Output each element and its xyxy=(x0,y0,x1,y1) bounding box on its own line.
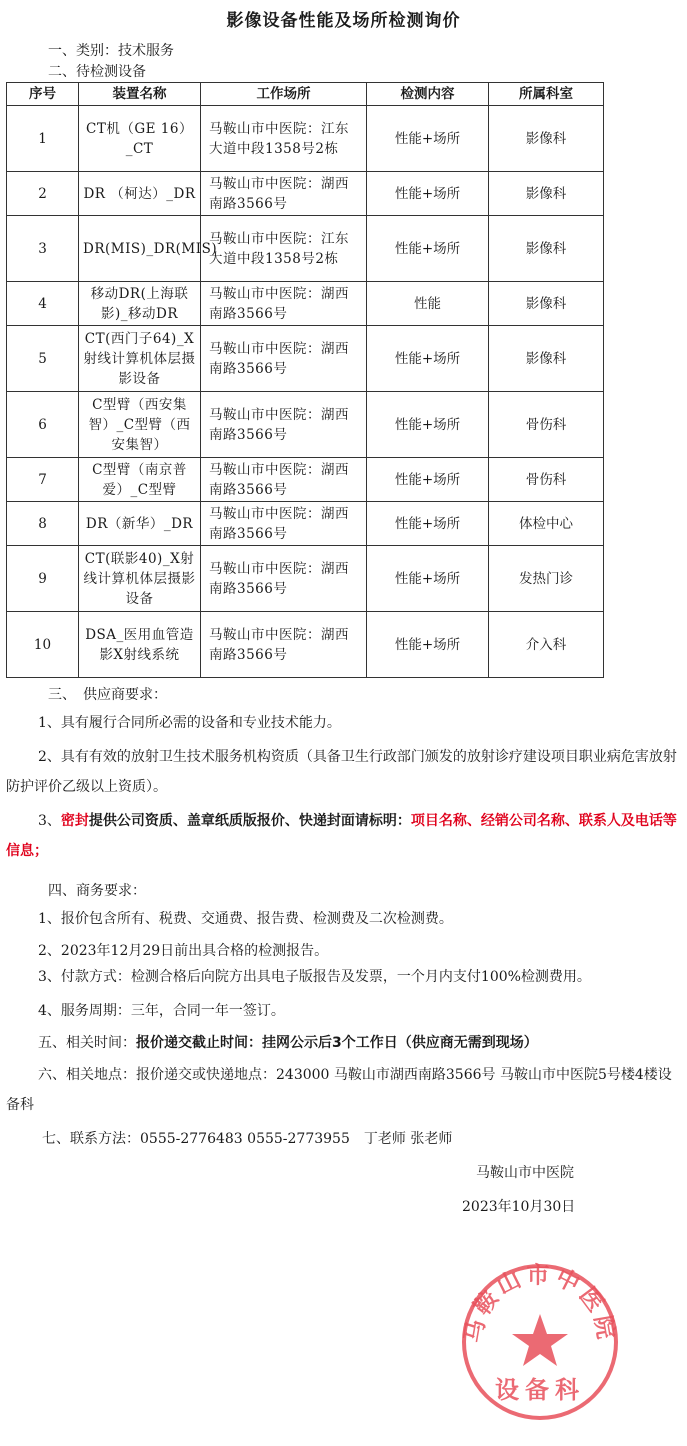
cell-content: 性能+场所 xyxy=(367,326,489,392)
cell-content: 性能+场所 xyxy=(367,392,489,458)
time-deadline: 报价递交截止时间：挂网公示后3个工作日（供应商无需到现场） xyxy=(136,1035,538,1051)
table-row xyxy=(7,326,604,392)
section-category: 一、类别：技术服务 xyxy=(48,43,174,59)
cell-location: 马鞍山市中医院：湖西南路3566号 xyxy=(201,546,367,612)
section-location: 六、相关地点：报价递交或快递地点：243000 马鞍山市湖西南路3566号 马鞍山市中医院5号楼4楼设备科 xyxy=(6,1067,672,1113)
cell-dept: 影像科 xyxy=(489,106,604,172)
cell-dept: 影像科 xyxy=(489,216,604,282)
seal-star xyxy=(512,1314,568,1366)
cell-location: 马鞍山市中医院：湖西南路3566号 xyxy=(201,612,367,678)
cell-name: DSA_医用血管造影X射线系统 xyxy=(79,612,201,678)
cell-name: CT(西门子64)_X射线计算机体层摄影设备 xyxy=(79,326,201,392)
cell-location: 马鞍山市中医院：湖西南路3566号 xyxy=(201,458,367,502)
cell-location: 马鞍山市中医院：江东大道中段1358号2栋 xyxy=(201,106,367,172)
cell-location: 马鞍山市中医院：湖西南路3566号 xyxy=(201,172,367,216)
cell-name: CT(联影40)_X射线计算机体层摄影设备 xyxy=(79,546,201,612)
req3-instructions: 提供公司资质、盖章纸质版报价、快递封面请标明： xyxy=(88,813,411,829)
cell-no: 9 xyxy=(7,546,79,612)
req3-label-info: 项目名称、经销公司名称、联系人及电话等信息； xyxy=(6,813,677,859)
cell-content: 性能+场所 xyxy=(367,216,489,282)
req3-sealed: 密封 xyxy=(60,813,89,829)
cell-no: 1 xyxy=(7,106,79,172)
cell-dept: 影像科 xyxy=(489,326,604,392)
signature-date: 2023年10月30日 xyxy=(462,1199,576,1215)
header-name: 装置名称 xyxy=(79,83,201,106)
supplier-req-2: 2、具有有效的放射卫生技术服务机构资质（具备卫生行政部门颁发的放射诊疗建设项目职业病危害放射防护评价乙级以上资质）。 xyxy=(6,749,677,795)
cell-location: 马鞍山市中医院：湖西南路3566号 xyxy=(201,392,367,458)
cell-content: 性能+场所 xyxy=(367,106,489,172)
cell-name: DR（新华）_DR xyxy=(79,502,201,546)
cell-content: 性能 xyxy=(367,282,489,326)
business-req-1: 1、报价包含所有、税费、交通费、报告费、检测费及二次检测费。 xyxy=(38,911,453,927)
cell-dept: 介入科 xyxy=(489,612,604,678)
business-req-3: 3、付款方式：检测合格后向院方出具电子版报告及发票，一个月内支付100%检测费用。 xyxy=(38,969,591,985)
official-seal xyxy=(460,1262,620,1422)
section-business-heading: 四、商务要求： xyxy=(48,883,146,899)
table-row xyxy=(7,546,604,612)
header-no: 序号 xyxy=(7,83,79,106)
cell-content: 性能+场所 xyxy=(367,502,489,546)
table-row xyxy=(7,172,604,216)
supplier-req-3 xyxy=(6,806,682,866)
business-req-2: 2、2023年12月29日前出具合格的检测报告。 xyxy=(38,943,329,959)
cell-location: 马鞍山市中医院：江东大道中段1358号2栋 xyxy=(201,216,367,282)
cell-no: 10 xyxy=(7,612,79,678)
header-dept: 所属科室 xyxy=(489,83,604,106)
header-location: 工作场所 xyxy=(201,83,367,106)
table-row xyxy=(7,392,604,458)
equipment-table xyxy=(6,82,604,678)
table-row xyxy=(7,282,604,326)
supplier-req-1: 1、具有履行合同所必需的设备和专业技术能力。 xyxy=(38,715,341,731)
cell-dept: 体检中心 xyxy=(489,502,604,546)
document-title: 影像设备性能及场所检测询价 xyxy=(226,11,461,31)
cell-name: C型臂（南京普爱）_C型臂 xyxy=(79,458,201,502)
cell-name: C型臂（西安集智）_C型臂（西安集智） xyxy=(79,392,201,458)
cell-content: 性能+场所 xyxy=(367,546,489,612)
cell-name: DR(MIS)_DR(MIS) xyxy=(79,216,201,282)
cell-dept: 发热门诊 xyxy=(489,546,604,612)
table-row xyxy=(7,612,604,678)
table-row xyxy=(7,458,604,502)
table-header-row xyxy=(7,83,604,106)
cell-location: 马鞍山市中医院：湖西南路3566号 xyxy=(201,502,367,546)
business-req-4: 4、服务周期：三年，合同一年一签订。 xyxy=(38,1003,285,1019)
section-supplier-heading: 三、 供应商要求： xyxy=(48,687,167,703)
table-row xyxy=(7,106,604,172)
cell-name: CT机（GE 16）_CT xyxy=(79,106,201,172)
cell-no: 5 xyxy=(7,326,79,392)
cell-name: 移动DR(上海联影)_移动DR xyxy=(79,282,201,326)
cell-dept: 影像科 xyxy=(489,172,604,216)
cell-no: 4 xyxy=(7,282,79,326)
section-contact: 七、联系方法：0555-2776483 0555-2773955 丁老师 张老师 xyxy=(42,1131,453,1147)
table-row xyxy=(7,502,604,546)
cell-dept: 骨伤科 xyxy=(489,458,604,502)
cell-location: 马鞍山市中医院：湖西南路3566号 xyxy=(201,326,367,392)
cell-content: 性能+场所 xyxy=(367,612,489,678)
cell-name: DR （柯达）_DR xyxy=(79,172,201,216)
section-time xyxy=(6,1028,682,1058)
header-content: 检测内容 xyxy=(367,83,489,106)
cell-no: 7 xyxy=(7,458,79,502)
cell-dept: 骨伤科 xyxy=(489,392,604,458)
cell-no: 3 xyxy=(7,216,79,282)
cell-no: 8 xyxy=(7,502,79,546)
section-equipment-heading: 二、待检测设备 xyxy=(48,64,146,80)
svg-text:设备科: 设备科 xyxy=(495,1376,585,1404)
signature-org: 马鞍山市中医院 xyxy=(476,1165,574,1181)
cell-no: 2 xyxy=(7,172,79,216)
req3-prefix: 3、 xyxy=(38,813,61,829)
cell-location: 马鞍山市中医院：湖西南路3566号 xyxy=(201,282,367,326)
cell-content: 性能+场所 xyxy=(367,458,489,502)
table-row xyxy=(7,216,604,282)
svg-text:马鞍山市中医院: 马鞍山市中医院 xyxy=(460,1262,620,1345)
cell-content: 性能+场所 xyxy=(367,172,489,216)
cell-no: 6 xyxy=(7,392,79,458)
time-prefix: 五、相关时间： xyxy=(38,1035,136,1051)
cell-dept: 影像科 xyxy=(489,282,604,326)
